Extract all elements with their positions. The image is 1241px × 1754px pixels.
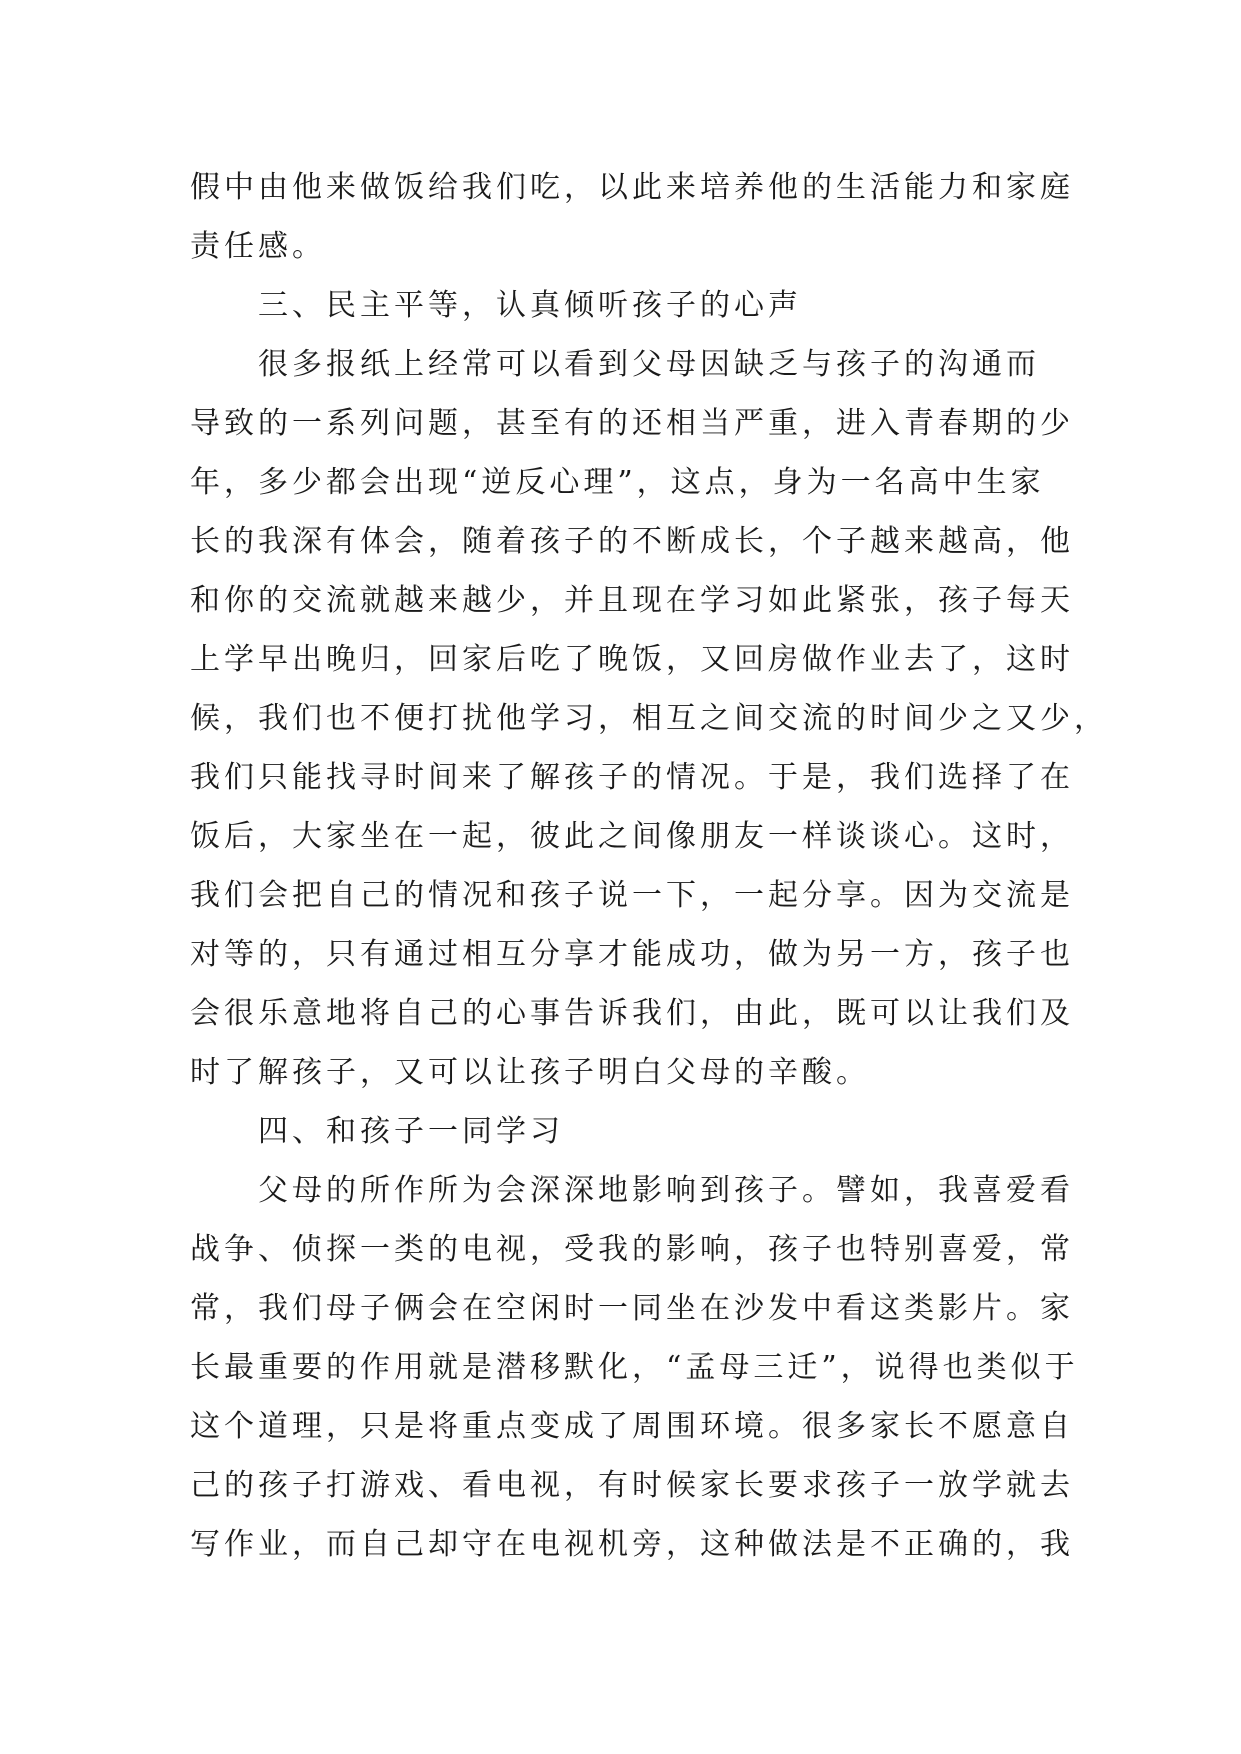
text-line: 三、民主平等，认真倾听孩子的心声 [258,288,802,323]
text-line: 这个道理，只是将重点变成了周围环境。很多家长不愿意自 [190,1409,1074,1444]
text-line: 候，我们也不便打扰他学习，相互之间交流的时间少之又少， [190,701,1108,736]
text-line: 己的孩子打游戏、看电视，有时候家长要求孩子一放学就去 [190,1468,1074,1503]
text-line: 写作业，而自己却守在电视机旁，这种做法是不正确的，我 [190,1527,1074,1562]
text-line: 长最重要的作用就是潜移默化，“孟母三迁”，说得也类似于 [190,1350,1079,1385]
text-line: 四、和孩子一同学习 [258,1114,564,1149]
text-line: 战争、侦探一类的电视，受我的影响，孩子也特别喜爱，常 [190,1232,1074,1267]
text-line: 长的我深有体会，随着孩子的不断成长，个子越来越高，他 [190,524,1074,559]
text-line: 年，多少都会出现“逆反心理”，这点，身为一名高中生家 [190,465,1045,500]
text-line: 很多报纸上经常可以看到父母因缺乏与孩子的沟通而 [258,347,1040,382]
text-line: 常，我们母子俩会在空闲时一同坐在沙发中看这类影片。家 [190,1291,1074,1326]
text-line: 我们只能找寻时间来了解孩子的情况。于是，我们选择了在 [190,760,1074,795]
text-line: 导致的一系列问题，甚至有的还相当严重，进入青春期的少 [190,406,1074,441]
text-line: 饭后，大家坐在一起，彼此之间像朋友一样谈谈心。这时， [190,819,1074,854]
text-line: 和你的交流就越来越少，并且现在学习如此紧张，孩子每天 [190,583,1074,618]
text-line: 会很乐意地将自己的心事告诉我们，由此，既可以让我们及 [190,996,1074,1031]
text-line: 假中由他来做饭给我们吃，以此来培养他的生活能力和家庭 [190,170,1074,205]
text-line: 我们会把自己的情况和孩子说一下，一起分享。因为交流是 [190,878,1074,913]
text-line: 时了解孩子，又可以让孩子明白父母的辛酸。 [190,1055,870,1090]
text-line: 上学早出晚归，回家后吃了晚饭，又回房做作业去了，这时 [190,642,1074,677]
text-line: 父母的所作所为会深深地影响到孩子。譬如，我喜爱看 [258,1173,1074,1208]
text-line: 对等的，只有通过相互分享才能成功，做为另一方，孩子也 [190,937,1074,972]
text-line: 责任感。 [190,229,326,264]
document-body [190,158,1108,1574]
